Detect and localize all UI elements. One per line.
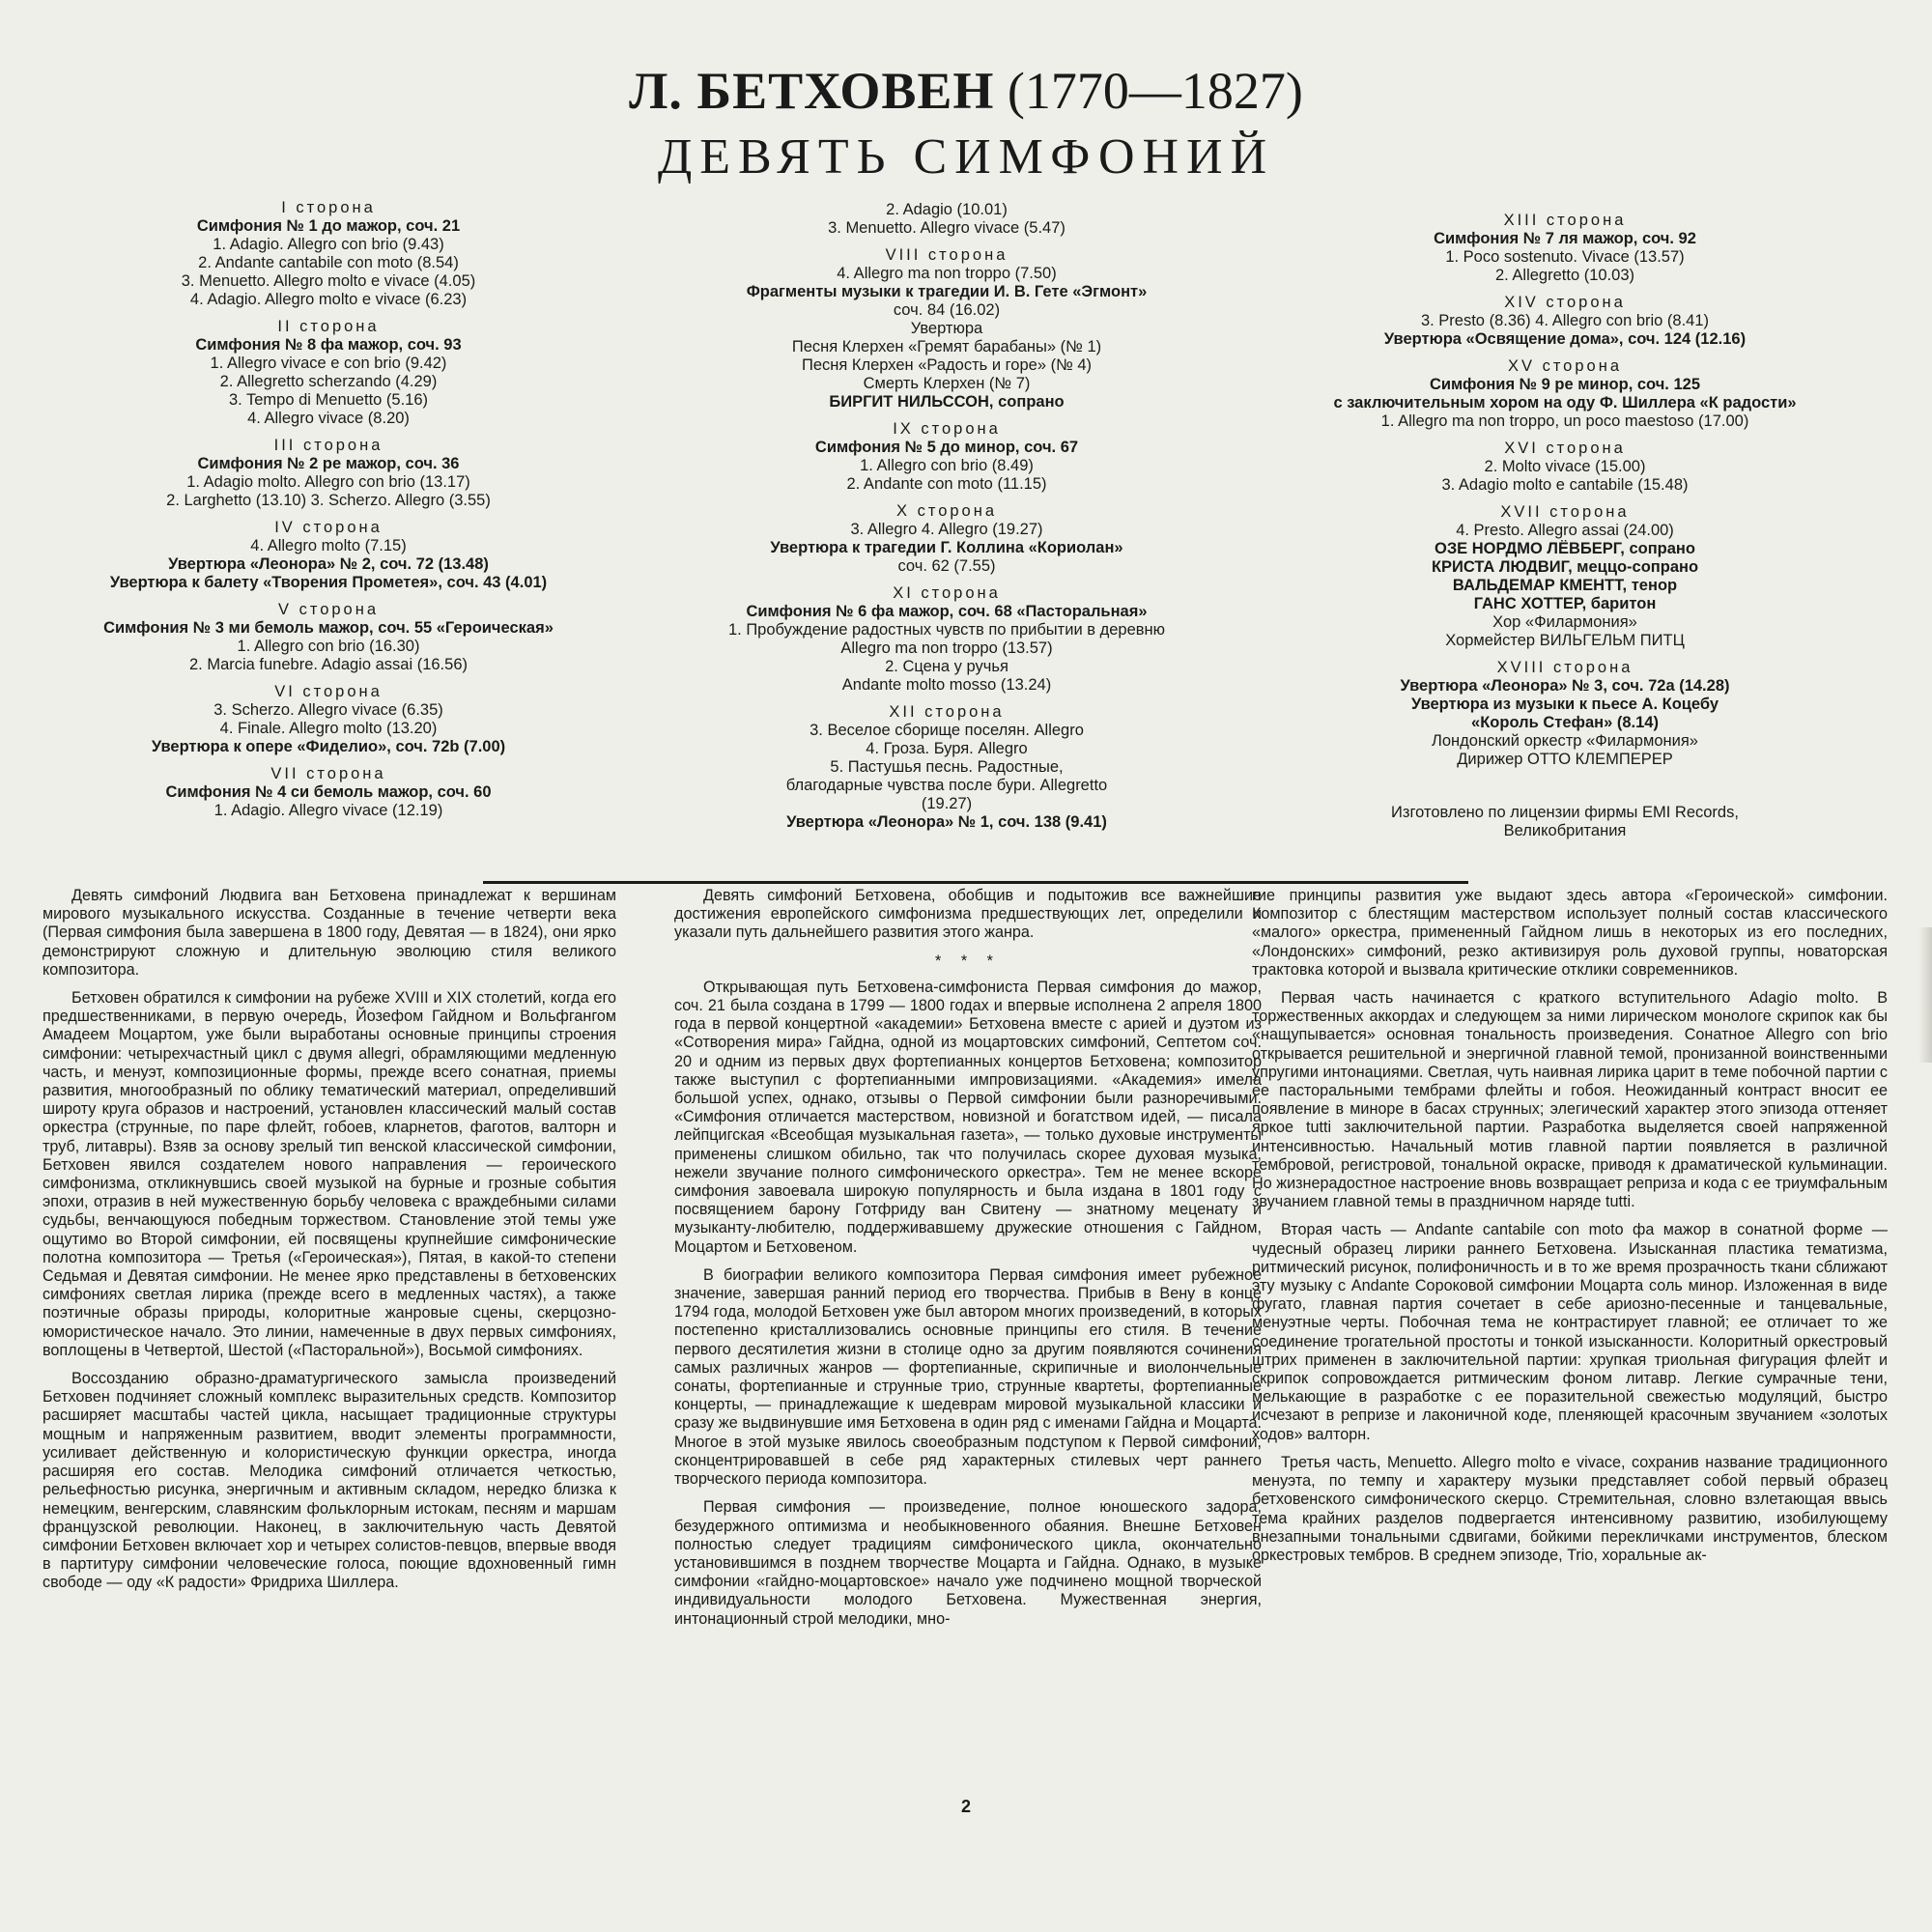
tracklist-line: 2. Сцена у ручья	[885, 658, 1009, 675]
tracklist-line: Увертюра «Леонора» № 3, соч. 72a (14.28)	[1400, 677, 1730, 695]
tracklist-line: ВАЛЬДЕМАР КМЕНТТ, тенор	[1452, 577, 1678, 594]
tracklist-line: ОЗЕ НОРДМО ЛЁВБЕРГ, сопрано	[1435, 540, 1695, 557]
side-heading: II сторона	[277, 318, 380, 335]
tracklist-line: КРИСТА ЛЮДВИГ, меццо-сопрано	[1431, 558, 1699, 576]
section-separator: * * *	[935, 952, 1001, 970]
tracklist-line: благодарные чувства после бури. Allegretto	[785, 777, 1108, 794]
tracklist-line: (19.27)	[921, 795, 973, 812]
tracklist-line: 1. Allegro ma non troppo, un poco maestoso (17.00)	[1380, 412, 1749, 430]
tracklist-line: 1. Allegro con brio (16.30)	[237, 638, 420, 655]
essay-column-2	[674, 887, 1262, 1638]
tracklist-line: 1. Allegro con brio (8.49)	[860, 457, 1034, 474]
tracklist-line: 4. Allegro ma non troppo (7.50)	[837, 265, 1057, 282]
tracklist-line: Симфония № 8 фа мажор, соч. 93	[195, 336, 462, 354]
essay-paragraph: Девять симфоний Людвига ван Бетховена принадлежат к вершинам мирового музыкального искусства. Созданные в течение четверти века (Первая симфония была завершена в 1800 году, Девятая — в 1824), они ярко демонстрируют сложную и длительную эволюцию стиля великого композитора.	[43, 887, 616, 979]
license-note: Изготовлено по лицензии фирмы EMI Records,	[1391, 804, 1739, 821]
side-heading: XII сторона	[889, 703, 1005, 721]
essay-column-3	[1252, 887, 1888, 1575]
tracklist-column-3	[1246, 212, 1884, 840]
tracklist-line: 4. Allegro vivace (8.20)	[247, 410, 410, 427]
side-heading: XVIII сторона	[1496, 659, 1634, 676]
tracklist-line: 3. Presto (8.36) 4. Allegro con brio (8.41)	[1420, 312, 1710, 329]
tracklist-line: Фрагменты музыки к трагедии И. В. Гете «Эгмонт»	[746, 283, 1148, 300]
tracklist-line: 4. Гроза. Буря. Allegro	[866, 740, 1028, 757]
tracklist-line: Увертюра «Леонора» № 1, соч. 138 (9.41)	[786, 813, 1107, 831]
essay-paragraph: Третья часть, Menuetto. Allegro molto e vivace, сохранив название традиционного менуэта, по темпу и характеру музыки представляет собой первый образец бетховенского симфонического скерцо. Стремительная, словно взлетающая ввысь тема крайних разделов подвергается интенсивному развитию, изобилующему внезапными тональными сдвигами, бойкими перекличками инструментов, блеском оркестровых тембров. В среднем эпизоде, Trio, хоральные ак-	[1252, 1453, 1888, 1564]
side-heading: XV сторона	[1507, 357, 1623, 375]
tracklist-line: «Король Стефан» (8.14)	[1471, 714, 1659, 731]
side-heading: V сторона	[277, 601, 380, 618]
tracklist-line: 2. Adagio (10.01)	[886, 201, 1008, 218]
tracklist-line: Симфония № 1 до мажор, соч. 21	[196, 217, 461, 235]
side-heading: XVII сторона	[1500, 503, 1630, 521]
side-heading: IV сторона	[274, 519, 383, 536]
essay-paragraph: Открывающая путь Бетховена-симфониста Первая симфония до мажор, соч. 21 была создана в 1799 — 1800 годах и впервые исполнена 2 апреля 1800 года в первой концертной «академии» Бетховена вместе с арией и дуэтом из «Сотворения мира» Гайдна, одной из моцартовских симфоний, Септетом соч. 20 и одним из первых двух фортепианных концертов Бетховена; композитор также выступил с фортепианными импровизациями. «Академия» имела большой успех, однако, отзывы о Первой симфонии были разноречивыми. «Симфония отличается мастерством, новизной и богатством идей, — писала лейпцигская «Всеобщая музыкальная газета», — только духовые инструменты применены слишком обильно, так что получилась скорее духовая музыка, нежели звучание полного симфонического оркестра». Тем не менее вскоре симфония завоевала широкую популярность и была издана в 1801 году с посвящением барону Готфриду ван Свитену — знатному меценату и музыканту-любителю, поддерживавшему дружеские отношения с Гайдном, Моцартом и Бетховеном.	[674, 978, 1262, 1256]
tracklist-line: 1. Poco sostenuto. Vivace (13.57)	[1445, 248, 1685, 266]
essay-column-1	[43, 887, 616, 1603]
tracklist-line: 1. Пробуждение радостных чувств по прибытии в деревню	[727, 621, 1166, 639]
tracklist-line: Симфония № 5 до минор, соч. 67	[814, 439, 1079, 456]
tracklist-line: Увертюра из музыки к пьесе А. Коцебу	[1410, 696, 1719, 713]
tracklist-line: 4. Finale. Allegro molto (13.20)	[219, 720, 438, 737]
tracklist-line: Andante molto mosso (13.24)	[841, 676, 1052, 694]
tracklist-line: Симфония № 4 си бемоль мажор, соч. 60	[165, 783, 492, 801]
essay-paragraph: В биографии великого композитора Первая симфония имеет рубежное значение, завершая ранний период его творчества. Прибыв в Вену в конце 1794 года, молодой Бетховен уже был автором многих произведений, в которых постепенно кристаллизовались основные принципы его стиля. В течение первого десятилетия жизни в столице одно за другим появляются сочинения самых различных жанров — фортепианные, скрипичные и виолончельные сонаты, фортепианные и струнные трио, струнные квартеты, фортепианные концерты, — принадлежащие к шедеврам мировой музыкальной классики и сразу же выдвинувшие имя Бетховена в один ряд с именами Гайдна и Моцарта. Многое в этой музыке явилось своеобразным подступом к Первой симфонии, сконцентрировавшей в себе ряд характерных стилевых черт раннего творческого периода композитора.	[674, 1265, 1262, 1489]
tracklist-line: 4. Presto. Allegro assai (24.00)	[1456, 522, 1674, 539]
side-heading: X сторона	[895, 502, 998, 520]
tracklist-line: Увертюра	[910, 320, 983, 337]
tracklist-line: соч. 62 (7.55)	[897, 557, 996, 575]
tracklist-line: Песня Клерхен «Гремят барабаны» (№ 1)	[791, 338, 1102, 355]
page-title	[386, 60, 1546, 122]
essay-paragraph: Вторая часть — Andante cantabile con moto фа мажор в сонатной форме — чудесный образец лирики раннего Бетховена. Изысканная пластика тематизма, ритмический рисунок, полифоничность и в то же время прозрачность ткани сближают эту музыку с Andante Сороковой симфонии Моцарта соль минор. Изложенная в виде фугато, главная партия сочетает в себе ариозно-песенные и танцевальные, менуэтные черты. Побочная тема не контрастирует главной; ее отличает то же соединение трогательной простоты и тонкой изысканности. Колоритный оркестровый штрих применен в заключительной партии: хрупкая триольная фигурация флейт и скрипок сопровождается ритмическим фоном литавр. Легкие сумрачные тени, мелькающие в разработке с ее поразительной свежестью модуляций, быстро исчезают в репризе и лаконичной коде, пленяющей красочным звучанием «золотых ходов» валторн.	[1252, 1221, 1888, 1443]
tracklist-line: Хор «Филармония»	[1492, 613, 1637, 631]
tracklist-line: Песня Клерхен «Радость и горе» (№ 4)	[801, 356, 1093, 374]
tracklist-line: Увертюра к опере «Фиделио», соч. 72b (7.00)	[151, 738, 506, 755]
tracklist-line: Увертюра к балету «Творения Прометея», соч. 43 (4.01)	[109, 574, 548, 591]
composer-dates: (1770—1827)	[1007, 62, 1303, 120]
side-heading: III сторона	[273, 437, 384, 454]
side-heading: I сторона	[281, 199, 376, 216]
side-heading: VIII сторона	[885, 246, 1009, 264]
side-heading: XIV сторона	[1504, 294, 1626, 311]
tracklist-line: 2. Larghetto (13.10) 3. Scherzo. Allegro (3.55)	[166, 492, 491, 509]
tracklist-line: 1. Adagio molto. Allegro con brio (13.17)	[186, 473, 470, 491]
sleeve-crease	[1918, 927, 1932, 1063]
tracklist-line: 3. Adagio molto e cantabile (15.48)	[1441, 476, 1689, 494]
essay-paragraph: Бетховен обратился к симфонии на рубеже XVIII и XIX столетий, когда его предшественниками, в первую очередь, Йозефом Гайдном и Вольфгангом Амадеем Моцартом, уже были выработаны основные принципы строения симфонии: четырехчастный цикл с двумя allegri, обрамляющими медленную часть, и менуэт, композиционные формы, прежде всего сонатная, приемы развития, многообразный по облику тематический материал, определивший широту круга образов и настроений, установлен классический малый состав оркестра (струнные, по паре флейт, гобоев, кларнетов, фаготов, валторн и труб, литавры). Взяв за основу зрелый тип венской классической симфонии, Бетховен явился создателем нового направления — героического симфонизма, откликнувшись своей музыкой на бурные и грозные события эпохи, отразив в ней мужественную борьбу человека с враждебными силами судьбы, венчающуюся победным торжеством. Становление этой темы уже ощутимо во Второй симфонии, ей посвящены крупнейшие симфонические полотна композитора — Третья («Героическая»), Пятая, в какой-то степени Седьмая и Девятая симфонии. Не менее ярко представлены в бетховенских симфониях светлая лирика (прежде всего в медленных частях), а также поэтичные образы природы, колоритные жанровые сцены, скерцозно-юмористическое начало. Это линии, намеченные в двух первых симфониях, воплощены в Четвертой, Шестой («Пасторальной»), Восьмой симфониях.	[43, 989, 616, 1359]
tracklist-line: 3. Веселое сборище поселян. Allegro	[810, 722, 1084, 739]
tracklist-line: Симфония № 9 ре минор, соч. 125	[1429, 376, 1700, 393]
essay-paragraph: Первая часть начинается с краткого вступительного Adagio molto. В торжественных аккордах и следующем за ними лирическом монологе скрипок как бы «нащупывается» основная тональность произведения. Сонатное Allegro con brio открывается решительной и энергичной главной темой, пронизанной воинственными упругими интонациями. Светлая, чуть наивная лирика царит в теме побочной партии с ее пасторальными тембрами флейты и гобоя. Неожиданный контраст вносит ее появление в миноре в басах струнных; элегический характер этого эпизода оттеняет яркое tutti заключительной партии. Разработка выделяется своей напряженной интенсивностью. Начальный мотив главной партии появляется в различной тембровой, регистровой, тональной окраске, приводя к драматической кульминации. Но жизнерадостное настроение вновь возвращает реприза и кода с ее триумфальным звучанием главной темы в праздничном наряде tutti.	[1252, 989, 1888, 1211]
tracklist-column-2	[657, 201, 1236, 832]
page-number: 2	[960, 1797, 971, 1816]
essay-paragraph: гие принципы развития уже выдают здесь автора «Героической» симфонии. Композитор с блестящим мастерством использует полный состав классического «малого» оркестра, примененный Гайдном лишь в некоторых из его последних, «Лондонских» симфоний, резко активизируя роль духовой группы, новаторская трактовка которой и вызвала критические отклики современников.	[1252, 887, 1888, 979]
tracklist-column-1	[58, 199, 599, 820]
tracklist-line: Дирижер ОТТО КЛЕМПЕРЕР	[1457, 751, 1673, 768]
tracklist-line: Увертюра к трагедии Г. Коллина «Кориолан»	[770, 539, 1123, 556]
tracklist-line: Allegro ma non troppo (13.57)	[840, 639, 1053, 657]
tracklist-line: ГАНС ХОТТЕР, баритон	[1473, 595, 1657, 612]
tracklist-line: БИРГИТ НИЛЬССОН, сопрано	[829, 393, 1065, 411]
tracklist-line: Увертюра «Освящение дома», соч. 124 (12.16)	[1383, 330, 1747, 348]
side-heading: VI сторона	[274, 683, 383, 700]
tracklist-line: 5. Пастушья песнь. Радостные,	[830, 758, 1064, 776]
tracklist-line: с заключительным хором на оду Ф. Шиллера «К радости»	[1333, 394, 1797, 412]
tracklist-line: Смерть Клерхен (№ 7)	[863, 375, 1031, 392]
side-heading: VII сторона	[270, 765, 386, 782]
tracklist-line: 1. Adagio. Allegro con brio (9.43)	[213, 236, 444, 253]
tracklist-line: 2. Allegretto scherzando (4.29)	[219, 373, 438, 390]
tracklist-line: Симфония № 6 фа мажор, соч. 68 «Пасторальная»	[746, 603, 1148, 620]
composer-name: Л. БЕТХОВЕН	[629, 62, 995, 120]
section-divider	[483, 881, 1468, 884]
tracklist-line: 4. Adagio. Allegro molto e vivace (6.23)	[189, 291, 468, 308]
tracklist-line: 3. Tempo di Menuetto (5.16)	[228, 391, 429, 409]
tracklist-line: 1. Adagio. Allegro vivace (12.19)	[213, 802, 443, 819]
side-heading: XIII сторона	[1503, 212, 1627, 229]
side-heading: XI сторона	[893, 584, 1001, 602]
tracklist-line: Симфония № 2 ре мажор, соч. 36	[197, 455, 460, 472]
tracklist-line: 2. Marcia funebre. Adagio assai (16.56)	[188, 656, 468, 673]
tracklist-line: 3. Scherzo. Allegro vivace (6.35)	[213, 701, 443, 719]
tracklist-line: 2. Andante con moto (11.15)	[846, 475, 1047, 493]
essay-paragraph: Девять симфоний Бетховена, обобщив и подытожив все важнейшие достижения европейского симфонизма предшествующих лет, определили и указали путь дальнейшего развития этого жанра.	[674, 887, 1262, 942]
tracklist-line: соч. 84 (16.02)	[893, 301, 1001, 319]
page-subtitle: ДЕВЯТЬ СИМФОНИЙ	[657, 129, 1275, 185]
side-heading: XVI сторона	[1504, 440, 1626, 457]
tracklist-line: Увертюра «Леонора» № 2, соч. 72 (13.48)	[168, 555, 489, 573]
tracklist-line: 4. Allegro molto (7.15)	[250, 537, 407, 554]
tracklist-line: 3. Menuetto. Allegro vivace (5.47)	[828, 219, 1065, 237]
tracklist-line: Великобритания	[1503, 822, 1627, 839]
tracklist-line: 3. Allegro 4. Allegro (19.27)	[850, 521, 1043, 538]
tracklist-line: 3. Menuetto. Allegro molto e vivace (4.05)	[181, 272, 476, 290]
tracklist-line: 2. Allegretto (10.03)	[1494, 267, 1634, 284]
tracklist-line: 1. Allegro vivace e con brio (9.42)	[210, 355, 447, 372]
tracklist-line: 2. Andante cantabile con moto (8.54)	[198, 254, 459, 271]
side-heading: IX сторона	[893, 420, 1001, 438]
tracklist-line: Симфония № 3 ми бемоль мажор, соч. 55 «Героическая»	[103, 619, 554, 637]
essay-paragraph: Первая симфония — произведение, полное юношеского задора, безудержного оптимизма и необыкновенного обаяния. Внешне Бетховен полностью следует традициям симфонического цикла, окончательно установившимся в позднем творчестве Моцарта и Гайдна. Однако, в музыке симфонии «гайдно-моцартовское» начало уже подчинено мощной творческой индивидуальности молодого Бетховена. Мужественная энергия, интонационный строй мелодики, мно-	[674, 1498, 1262, 1628]
essay-paragraph: Воссозданию образно-драматургического замысла произведений Бетховен подчиняет сложный комплекс выразительных средств. Композитор расширяет масштабы частей цикла, насыщает традиционные структуры мощным и напряженным развитием, вводит элементы программности, усиливает действенную и колористическую функции оркестра, иногда расширяя его состав. Мелодика симфоний отличается четкостью, рельефностью рисунка, энергичным и активным складом, нередко близка к немецким, венгерским, славянским фольклорным истокам, песням и маршам французской революции. Наконец, в заключительную часть Девятой симфонии Бетховен включает хор и четырех солистов-певцов, впервые вводя в партитуру симфонии человеческие голоса, поющие вдохновенный гимн свободе — оду «К радости» Фридриха Шиллера.	[43, 1370, 616, 1592]
tracklist-line: 2. Molto vivace (15.00)	[1484, 458, 1646, 475]
tracklist-line: Лондонский оркестр «Филармония»	[1432, 732, 1698, 750]
tracklist-line: Хормейстер ВИЛЬГЕЛЬМ ПИТЦ	[1445, 632, 1685, 649]
tracklist-line: Симфония № 7 ля мажор, соч. 92	[1434, 230, 1696, 247]
